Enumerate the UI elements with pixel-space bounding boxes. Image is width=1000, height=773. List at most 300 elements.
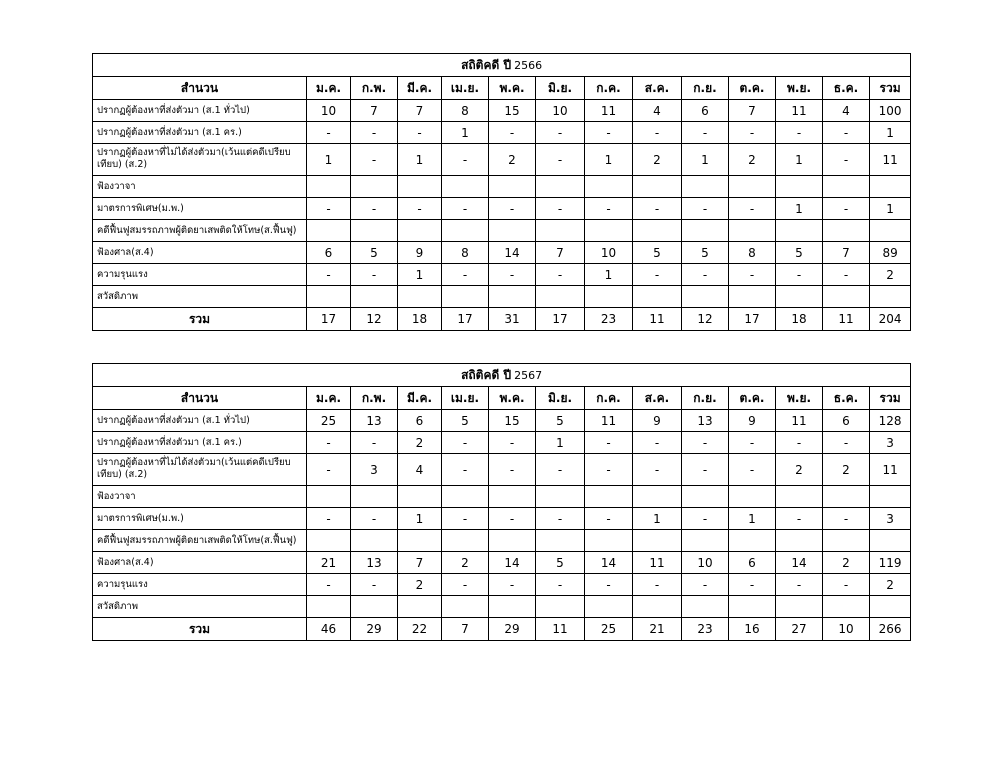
- data-cell: [776, 286, 823, 308]
- data-cell: [536, 530, 585, 552]
- data-cell: 25: [307, 410, 351, 432]
- data-cell: 2: [442, 552, 489, 574]
- data-cell: -: [729, 264, 776, 286]
- column-header-month: ธ.ค.: [823, 77, 870, 100]
- data-cell: -: [489, 264, 536, 286]
- data-cell: [489, 220, 536, 242]
- data-cell: [442, 176, 489, 198]
- data-cell: -: [489, 122, 536, 144]
- row-total-cell: [870, 530, 911, 552]
- data-cell: -: [633, 574, 682, 596]
- data-cell: -: [682, 198, 729, 220]
- data-cell: 4: [398, 454, 442, 486]
- total-cell: 11: [536, 618, 585, 641]
- data-cell: 2: [633, 144, 682, 176]
- data-cell: 6: [729, 552, 776, 574]
- data-cell: 1: [442, 122, 489, 144]
- data-cell: -: [682, 122, 729, 144]
- data-cell: [823, 530, 870, 552]
- column-header-month: มิ.ย.: [536, 77, 585, 100]
- data-cell: 1: [776, 144, 823, 176]
- data-cell: [489, 176, 536, 198]
- row-label: ปรากฏผู้ต้องหาที่ไม่ได้ส่งตัวมา(เว้นแต่คดีเปรียบเทียบ) (ส.2): [93, 454, 307, 486]
- data-cell: 10: [307, 100, 351, 122]
- data-cell: [307, 286, 351, 308]
- data-cell: -: [776, 574, 823, 596]
- table-row: [93, 220, 911, 242]
- data-cell: [633, 486, 682, 508]
- data-cell: -: [536, 198, 585, 220]
- data-cell: 2: [729, 144, 776, 176]
- data-cell: 1: [682, 144, 729, 176]
- data-cell: [729, 486, 776, 508]
- data-cell: 4: [633, 100, 682, 122]
- row-label: คดีฟื้นฟูสมรรถภาพผู้ติดยาเสพติดให้โทษ(ส.ฟื้นฟู): [93, 530, 307, 552]
- data-cell: [682, 596, 729, 618]
- row-label: ปรากฏผู้ต้องหาที่ส่งตัวมา (ส.1 ทั่วไป): [93, 100, 307, 122]
- data-cell: -: [682, 508, 729, 530]
- data-cell: -: [633, 432, 682, 454]
- data-cell: -: [307, 574, 351, 596]
- table-row: [93, 122, 911, 144]
- data-cell: -: [823, 198, 870, 220]
- data-cell: [633, 220, 682, 242]
- table-row: [93, 530, 911, 552]
- total-cell: 10: [823, 618, 870, 641]
- total-cell: 12: [351, 308, 398, 331]
- data-cell: -: [729, 432, 776, 454]
- data-cell: [351, 530, 398, 552]
- total-row: [93, 308, 911, 331]
- table-row: [93, 176, 911, 198]
- data-cell: [682, 176, 729, 198]
- data-cell: -: [351, 574, 398, 596]
- data-cell: 5: [682, 242, 729, 264]
- data-cell: 1: [776, 198, 823, 220]
- data-cell: [536, 220, 585, 242]
- total-cell: 12: [682, 308, 729, 331]
- data-cell: -: [442, 144, 489, 176]
- row-label: ความรุนแรง: [93, 264, 307, 286]
- data-cell: [442, 286, 489, 308]
- data-cell: [536, 176, 585, 198]
- table-row: [93, 198, 911, 220]
- row-label: ความรุนแรง: [93, 574, 307, 596]
- data-cell: -: [351, 122, 398, 144]
- data-cell: -: [536, 454, 585, 486]
- data-cell: 5: [351, 242, 398, 264]
- data-cell: 21: [307, 552, 351, 574]
- data-cell: -: [351, 144, 398, 176]
- total-cell: 31: [489, 308, 536, 331]
- column-header-month: ธ.ค.: [823, 387, 870, 410]
- data-cell: -: [398, 198, 442, 220]
- row-total-cell: 89: [870, 242, 911, 264]
- data-cell: 5: [776, 242, 823, 264]
- data-cell: [536, 286, 585, 308]
- data-cell: [398, 596, 442, 618]
- column-header-month: ส.ค.: [633, 387, 682, 410]
- total-cell: 18: [776, 308, 823, 331]
- data-cell: 10: [536, 100, 585, 122]
- data-cell: -: [351, 264, 398, 286]
- data-cell: -: [682, 574, 729, 596]
- data-cell: 7: [823, 242, 870, 264]
- data-cell: [489, 530, 536, 552]
- row-total-cell: 2: [870, 264, 911, 286]
- row-total-cell: 2: [870, 574, 911, 596]
- data-cell: -: [823, 122, 870, 144]
- row-total-cell: [870, 286, 911, 308]
- column-header-month: ม.ค.: [307, 387, 351, 410]
- data-cell: -: [307, 454, 351, 486]
- column-header-total: รวม: [870, 77, 911, 100]
- total-cell: 23: [585, 308, 633, 331]
- column-header-month: ก.ย.: [682, 387, 729, 410]
- data-cell: [489, 596, 536, 618]
- data-cell: -: [536, 122, 585, 144]
- data-cell: [823, 486, 870, 508]
- data-cell: -: [442, 264, 489, 286]
- data-cell: -: [307, 264, 351, 286]
- data-cell: 5: [442, 410, 489, 432]
- data-cell: 5: [633, 242, 682, 264]
- total-cell: 16: [729, 618, 776, 641]
- data-cell: -: [776, 508, 823, 530]
- data-cell: -: [442, 574, 489, 596]
- total-cell: 25: [585, 618, 633, 641]
- total-cell: 17: [729, 308, 776, 331]
- data-cell: 7: [398, 552, 442, 574]
- data-cell: -: [351, 432, 398, 454]
- table-row: [93, 144, 911, 176]
- table-title-text: สถิติคดี ปี: [461, 367, 512, 382]
- total-cell: 18: [398, 308, 442, 331]
- data-cell: 9: [398, 242, 442, 264]
- data-cell: [585, 596, 633, 618]
- data-cell: -: [489, 508, 536, 530]
- row-total-cell: [870, 220, 911, 242]
- table-row: [93, 242, 911, 264]
- row-label: ฟ้องวาจา: [93, 486, 307, 508]
- data-cell: 1: [307, 144, 351, 176]
- column-header-month: ม.ค.: [307, 77, 351, 100]
- stats-table-2567: [92, 363, 911, 641]
- column-header-month: ก.ย.: [682, 77, 729, 100]
- data-cell: 15: [489, 100, 536, 122]
- data-cell: -: [489, 432, 536, 454]
- row-label: ปรากฏผู้ต้องหาที่ไม่ได้ส่งตัวมา(เว้นแต่คดีเปรียบเทียบ) (ส.2): [93, 144, 307, 176]
- data-cell: [398, 286, 442, 308]
- data-cell: [729, 530, 776, 552]
- data-cell: [729, 596, 776, 618]
- data-cell: 11: [585, 100, 633, 122]
- total-cell: 29: [489, 618, 536, 641]
- table-row: [93, 454, 911, 486]
- data-cell: [398, 220, 442, 242]
- column-header-month: พ.ย.: [776, 387, 823, 410]
- data-cell: -: [823, 574, 870, 596]
- data-cell: 1: [398, 508, 442, 530]
- data-cell: 2: [776, 454, 823, 486]
- data-cell: 11: [585, 410, 633, 432]
- data-cell: [823, 220, 870, 242]
- data-cell: -: [682, 264, 729, 286]
- row-label: มาตรการพิเศษ(ม.พ.): [93, 198, 307, 220]
- data-cell: [682, 220, 729, 242]
- row-total-cell: 128: [870, 410, 911, 432]
- table-row: [93, 596, 911, 618]
- table-row: [93, 574, 911, 596]
- data-cell: [307, 486, 351, 508]
- data-cell: 10: [585, 242, 633, 264]
- data-cell: 3: [351, 454, 398, 486]
- data-cell: [351, 220, 398, 242]
- data-cell: [442, 486, 489, 508]
- column-header-case-type: สำนวน: [93, 387, 307, 410]
- row-label: ฟ้องศาล(ส.4): [93, 242, 307, 264]
- data-cell: -: [633, 264, 682, 286]
- data-cell: [729, 176, 776, 198]
- data-cell: -: [776, 432, 823, 454]
- table-title-year: 2567: [514, 368, 543, 382]
- data-cell: 8: [442, 242, 489, 264]
- data-cell: 2: [823, 454, 870, 486]
- data-cell: -: [398, 122, 442, 144]
- row-label: ฟ้องศาล(ส.4): [93, 552, 307, 574]
- data-cell: -: [536, 574, 585, 596]
- stats-table-2566: [92, 53, 911, 331]
- total-cell: 21: [633, 618, 682, 641]
- data-cell: 8: [729, 242, 776, 264]
- data-cell: -: [307, 432, 351, 454]
- data-cell: 11: [776, 100, 823, 122]
- data-cell: 5: [536, 552, 585, 574]
- data-cell: -: [823, 144, 870, 176]
- row-total-cell: 3: [870, 432, 911, 454]
- data-cell: [776, 530, 823, 552]
- data-cell: 9: [729, 410, 776, 432]
- column-header-month: พ.ค.: [489, 77, 536, 100]
- total-cell: 7: [442, 618, 489, 641]
- row-total-cell: [870, 596, 911, 618]
- data-cell: 1: [729, 508, 776, 530]
- data-cell: [776, 220, 823, 242]
- data-cell: -: [585, 454, 633, 486]
- data-cell: 6: [398, 410, 442, 432]
- row-label: สวัสดิภาพ: [93, 596, 307, 618]
- column-header-month: ต.ค.: [729, 77, 776, 100]
- row-total-cell: [870, 176, 911, 198]
- data-cell: -: [536, 508, 585, 530]
- data-cell: -: [307, 508, 351, 530]
- data-cell: [823, 176, 870, 198]
- data-cell: -: [442, 508, 489, 530]
- data-cell: -: [776, 264, 823, 286]
- table-row: [93, 486, 911, 508]
- data-cell: -: [585, 122, 633, 144]
- data-cell: -: [729, 122, 776, 144]
- data-cell: [633, 286, 682, 308]
- total-cell: 17: [307, 308, 351, 331]
- data-cell: [536, 486, 585, 508]
- table-row: [93, 410, 911, 432]
- column-header-month: ก.ค.: [585, 77, 633, 100]
- data-cell: 2: [398, 432, 442, 454]
- row-label: สวัสดิภาพ: [93, 286, 307, 308]
- data-cell: -: [823, 264, 870, 286]
- data-cell: 14: [489, 552, 536, 574]
- data-cell: 6: [682, 100, 729, 122]
- data-cell: 7: [536, 242, 585, 264]
- data-cell: [351, 176, 398, 198]
- data-cell: [398, 486, 442, 508]
- data-cell: [489, 286, 536, 308]
- column-header-month: พ.ค.: [489, 387, 536, 410]
- total-label: รวม: [93, 618, 307, 641]
- data-cell: [307, 530, 351, 552]
- total-cell: 29: [351, 618, 398, 641]
- data-cell: 4: [823, 100, 870, 122]
- table-row: [93, 432, 911, 454]
- data-cell: [823, 596, 870, 618]
- data-cell: -: [536, 264, 585, 286]
- data-cell: -: [307, 122, 351, 144]
- data-cell: [585, 176, 633, 198]
- data-cell: -: [633, 454, 682, 486]
- data-cell: 11: [776, 410, 823, 432]
- column-header-month: มี.ค.: [398, 387, 442, 410]
- data-cell: 1: [633, 508, 682, 530]
- row-label: คดีฟื้นฟูสมรรถภาพผู้ติดยาเสพติดให้โทษ(ส.ฟื้นฟู): [93, 220, 307, 242]
- column-header-month: ก.ค.: [585, 387, 633, 410]
- data-cell: -: [585, 432, 633, 454]
- total-cell: 17: [442, 308, 489, 331]
- data-cell: [398, 530, 442, 552]
- column-header-case-type: สำนวน: [93, 77, 307, 100]
- data-cell: 14: [585, 552, 633, 574]
- column-header-month: เม.ย.: [442, 387, 489, 410]
- data-cell: 2: [489, 144, 536, 176]
- data-cell: -: [729, 574, 776, 596]
- row-total-cell: 119: [870, 552, 911, 574]
- data-cell: -: [682, 454, 729, 486]
- data-cell: -: [633, 198, 682, 220]
- data-cell: -: [442, 432, 489, 454]
- data-cell: 13: [351, 552, 398, 574]
- data-cell: 1: [536, 432, 585, 454]
- data-cell: 2: [398, 574, 442, 596]
- data-cell: 15: [489, 410, 536, 432]
- data-cell: [633, 176, 682, 198]
- data-cell: -: [351, 198, 398, 220]
- total-cell: 22: [398, 618, 442, 641]
- data-cell: -: [823, 508, 870, 530]
- data-cell: [776, 486, 823, 508]
- data-cell: -: [823, 432, 870, 454]
- column-header-month: มิ.ย.: [536, 387, 585, 410]
- total-row: [93, 618, 911, 641]
- data-cell: -: [442, 198, 489, 220]
- data-cell: [682, 530, 729, 552]
- data-cell: [307, 176, 351, 198]
- column-header-month: ส.ค.: [633, 77, 682, 100]
- row-total-cell: 3: [870, 508, 911, 530]
- table-row: [93, 100, 911, 122]
- row-label: ฟ้องวาจา: [93, 176, 307, 198]
- column-header-month: พ.ย.: [776, 77, 823, 100]
- data-cell: [398, 176, 442, 198]
- row-total-cell: 100: [870, 100, 911, 122]
- data-cell: 9: [633, 410, 682, 432]
- data-cell: 10: [682, 552, 729, 574]
- total-cell: 27: [776, 618, 823, 641]
- row-label: ปรากฏผู้ต้องหาที่ส่งตัวมา (ส.1 คร.): [93, 122, 307, 144]
- data-cell: 14: [489, 242, 536, 264]
- data-cell: 7: [351, 100, 398, 122]
- table-title: [93, 54, 911, 77]
- data-cell: 1: [398, 264, 442, 286]
- data-cell: [351, 486, 398, 508]
- data-cell: -: [536, 144, 585, 176]
- table-row: [93, 508, 911, 530]
- data-cell: [489, 486, 536, 508]
- data-cell: [307, 220, 351, 242]
- data-cell: -: [442, 454, 489, 486]
- row-label: ปรากฏผู้ต้องหาที่ส่งตัวมา (ส.1 คร.): [93, 432, 307, 454]
- total-label: รวม: [93, 308, 307, 331]
- data-cell: [682, 486, 729, 508]
- table-row: [93, 552, 911, 574]
- row-total-cell: 1: [870, 122, 911, 144]
- data-cell: -: [585, 574, 633, 596]
- data-cell: -: [585, 198, 633, 220]
- data-cell: [729, 286, 776, 308]
- data-cell: -: [489, 198, 536, 220]
- data-cell: 8: [442, 100, 489, 122]
- data-cell: [776, 596, 823, 618]
- data-cell: -: [351, 508, 398, 530]
- column-header-total: รวม: [870, 387, 911, 410]
- data-cell: [585, 220, 633, 242]
- row-total-cell: 11: [870, 454, 911, 486]
- data-cell: -: [633, 122, 682, 144]
- row-label: มาตรการพิเศษ(ม.พ.): [93, 508, 307, 530]
- total-cell: 17: [536, 308, 585, 331]
- data-cell: 7: [729, 100, 776, 122]
- data-cell: 13: [351, 410, 398, 432]
- column-header-month: ก.พ.: [351, 387, 398, 410]
- data-cell: [776, 176, 823, 198]
- data-cell: [442, 530, 489, 552]
- data-cell: -: [682, 432, 729, 454]
- grand-total-cell: 266: [870, 618, 911, 641]
- data-cell: [442, 596, 489, 618]
- row-total-cell: 1: [870, 198, 911, 220]
- data-cell: -: [585, 508, 633, 530]
- data-cell: [729, 220, 776, 242]
- data-cell: 1: [585, 264, 633, 286]
- data-cell: -: [489, 574, 536, 596]
- data-cell: [585, 286, 633, 308]
- data-cell: 6: [823, 410, 870, 432]
- data-cell: 5: [536, 410, 585, 432]
- data-cell: [585, 486, 633, 508]
- data-cell: [682, 286, 729, 308]
- column-header-month: ต.ค.: [729, 387, 776, 410]
- data-cell: 6: [307, 242, 351, 264]
- table-title: [93, 364, 911, 387]
